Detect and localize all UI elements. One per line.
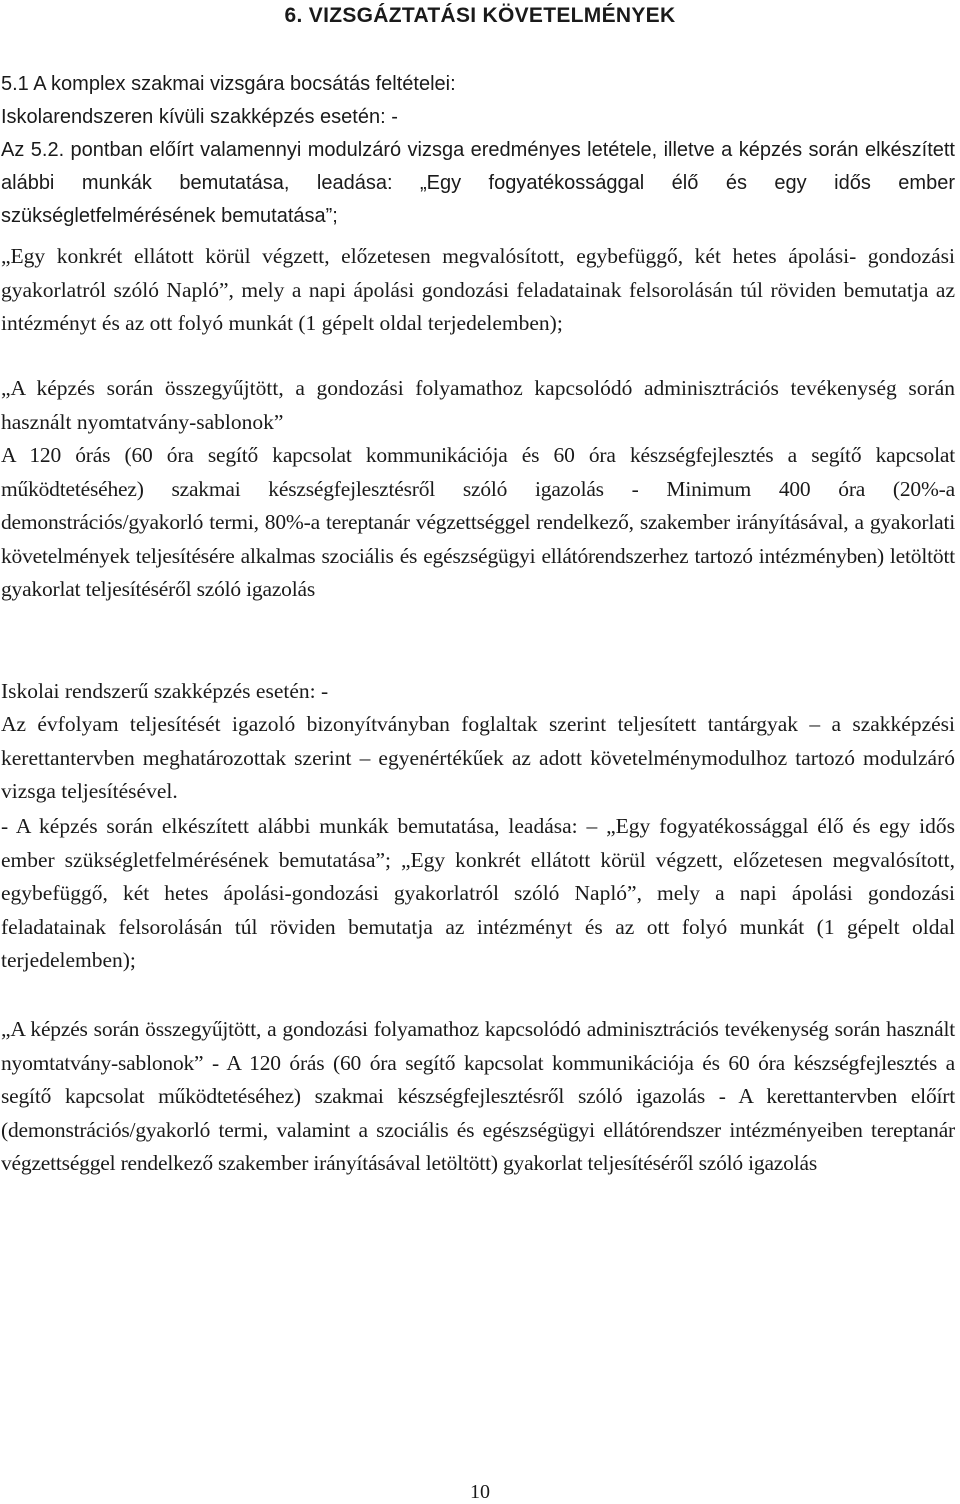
- subsection-label-non-school: Iskolarendszeren kívüli szakképzés esetén: -: [1, 106, 398, 128]
- paragraph-templates: „A képzés során összegyűjtött, a gondozási folyamathoz kapcsolódó adminisztrációs tevékenység során használt nyomtatvány-sablonok”: [1, 376, 955, 434]
- paragraph-diary: „Egy konkrét ellátott körül végzett, előzetesen megvalósított, egybefüggő, két hetes ápolási- gondozási gyakorlatról szóló Napló”, mely a napi ápolási gondozási feladatainak felsorolásán túl röviden bemutatja az intézményt és az ott folyó munkát (1 gépelt oldal terjedelemben);: [1, 244, 955, 336]
- paragraph-certificate: A 120 órás (60 óra segítő kapcsolat kommunikációja és 60 óra készségfejlesztés a segítő kapcsolat működtetéséhez) szakmai készségfejlesztésről szóló igazolás - Minimum 400 óra (20%-a demonstrációs/gyakorló termi, 80%-a tereptanár végzettséggel rendelkező, szakember irányításával, a gyakorlati követelmények teljesítésére alkalmas szociális és egészségügyi ellátórendszerhez tartozó intézményben) letöltött gyakorlat teljesítéséről szóló igazolás: [1, 443, 955, 602]
- page-number: 10: [470, 1481, 490, 1503]
- paragraph-school-templates: „A képzés során összegyűjtött, a gondozási folyamathoz kapcsolódó adminisztrációs tevékenység során használt nyomtatvány-sablonok” - A 120 órás (60 óra segítő kapcsolat kommunikációja és 60 óra készségfejlesztés a segítő kapcsolat működtetéséhez) szakmai készségfejlesztésről szóló igazolás - A kerettantervben előírt (demonstrációs/gyakorló termi, valamint a szociális és egészségügyi ellátórendszer intézményeiben tereptanár végzettséggel rendelkező szakember irányításával letöltött) gyakorlat teljesítéséről szóló igazolás: [1, 1017, 955, 1176]
- paragraph-prerequisites: Az 5.2. pontban előírt valamennyi modulzáró vizsga eredményes letétele, illetve a képzés során elkészített alábbi munkák bemutatása, leadása: „Egy fogyatékossággal élő és egy idős ember szükségletfelmérésének bemutatása”;: [1, 139, 955, 227]
- subsection-label-school: Iskolai rendszerű szakképzés esetén: -: [1, 679, 329, 703]
- section-title: 5.1 A komplex szakmai vizsgára bocsátás feltételei:: [1, 73, 456, 95]
- page-heading: 6. VIZSGÁZTATÁSI KÖVETELMÉNYEK: [284, 4, 676, 27]
- paragraph-school-works: - A képzés során elkészített alábbi munkák bemutatása, leadása: – „Egy fogyatékossággal élő és egy idős ember szükségletfelmérésének bemutatása”; „Egy konkrét ellátott körül végzett, előzetesen megvalósított, egybefüggő, két hetes ápolási-gondozási gyakorlatról szóló Napló”, mely a napi ápolási gondozási feladatainak felsorolásán túl röviden bemutatja az intézményt és az ott folyó munkát (1 gépelt oldal terjedelemben);: [1, 814, 955, 973]
- paragraph-equivalence: Az évfolyam teljesítését igazoló bizonyítványban foglaltak szerint teljesített tantárgyak – a szakképzési kerettantervben meghatározottak szerint – egyenértékűek az adott követelménymodulhoz tartozó modulzáró vizsga teljesítésével.: [1, 712, 955, 804]
